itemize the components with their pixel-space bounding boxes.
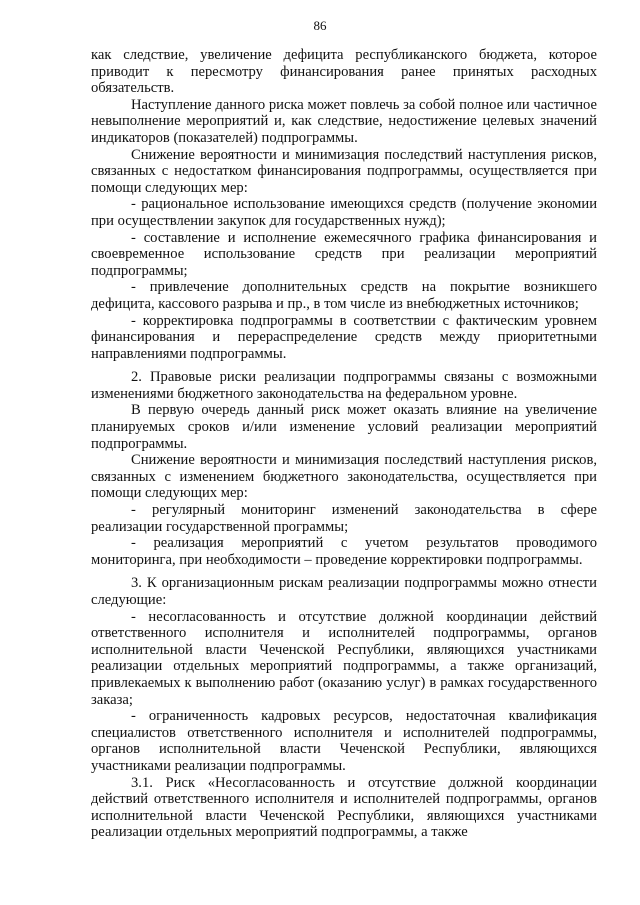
paragraph: В первую очередь данный риск может оказать влияние на увеличение планируемых сроков и/или изменение условий реализации мероприятий подпрограммы.: [91, 402, 597, 452]
paragraph: - привлечение дополнительных средств на покрытие возникшего дефицита, кассового разрыва и пр., в том числе из внебюджетных источников;: [91, 279, 597, 312]
document-body: [91, 47, 597, 841]
paragraph: 3.1. Риск «Несогласованность и отсутствие должной координации действий ответственного исполнителя и исполнителей подпрограммы, органов исполнительной власти Чеченской Республики, являющихся участниками реализации отдельных мероприятий подпрограммы, а также: [91, 774, 597, 841]
paragraph: - корректировка подпрограммы в соответствии с фактическим уровнем финансирования и перераспределение средств между приоритетными направлениями подпрограммы.: [91, 312, 597, 362]
paragraph: - регулярный мониторинг изменений законодательства в сфере реализации государственной программы;: [91, 502, 597, 535]
paragraph: - несогласованность и отсутствие должной координации действий ответственного исполнителя и исполнителей подпрограммы, органов исполнительной власти Чеченской Республики, являющихся участниками реализации отдельных мероприятий подпрограммы, а также организаций, привлекаемых к выполнению работ (оказанию услуг) в рамках государственного заказа;: [91, 608, 597, 708]
paragraph: Снижение вероятности и минимизация последствий наступления рисков, связанных с недостатком финансирования подпрограммы, осуществляется при помощи следующих мер:: [91, 146, 597, 196]
paragraph: - реализация мероприятий с учетом результатов проводимого мониторинга, при необходимости – проведение корректировки подпрограммы.: [91, 535, 597, 568]
paragraph: 3. К организационным рискам реализации подпрограммы можно отнести следующие:: [91, 575, 597, 608]
paragraph: Снижение вероятности и минимизация последствий наступления рисков, связанных с изменением бюджетного законодательства, осуществляется при помощи следующих мер:: [91, 452, 597, 502]
paragraph: - ограниченность кадровых ресурсов, недостаточная квалификация специалистов ответственного исполнителя и исполнителей подпрограммы, органов исполнительной власти Чеченской Республики, являющихся участниками реализации подпрограммы.: [91, 708, 597, 774]
paragraph: - составление и исполнение ежемесячного графика финансирования и своевременное использование средств при реализации мероприятий подпрограммы;: [91, 229, 597, 279]
paragraph: 2. Правовые риски реализации подпрограммы связаны с возможными изменениями бюджетного законодательства на федеральном уровне.: [91, 369, 597, 402]
page-number: 86: [313, 18, 327, 33]
paragraph: как следствие, увеличение дефицита республиканского бюджета, которое приводит к пересмотру финансирования ранее принятых расходных обязательств.: [91, 47, 597, 97]
paragraph: - рациональное использование имеющихся средств (получение экономии при осуществлении закупок для государственных нужд);: [91, 196, 597, 229]
paragraph: Наступление данного риска может повлечь за собой полное или частичное невыполнение мероприятий и, как следствие, недостижение целевых значений индикаторов (показателей) подпрограммы.: [91, 96, 597, 146]
